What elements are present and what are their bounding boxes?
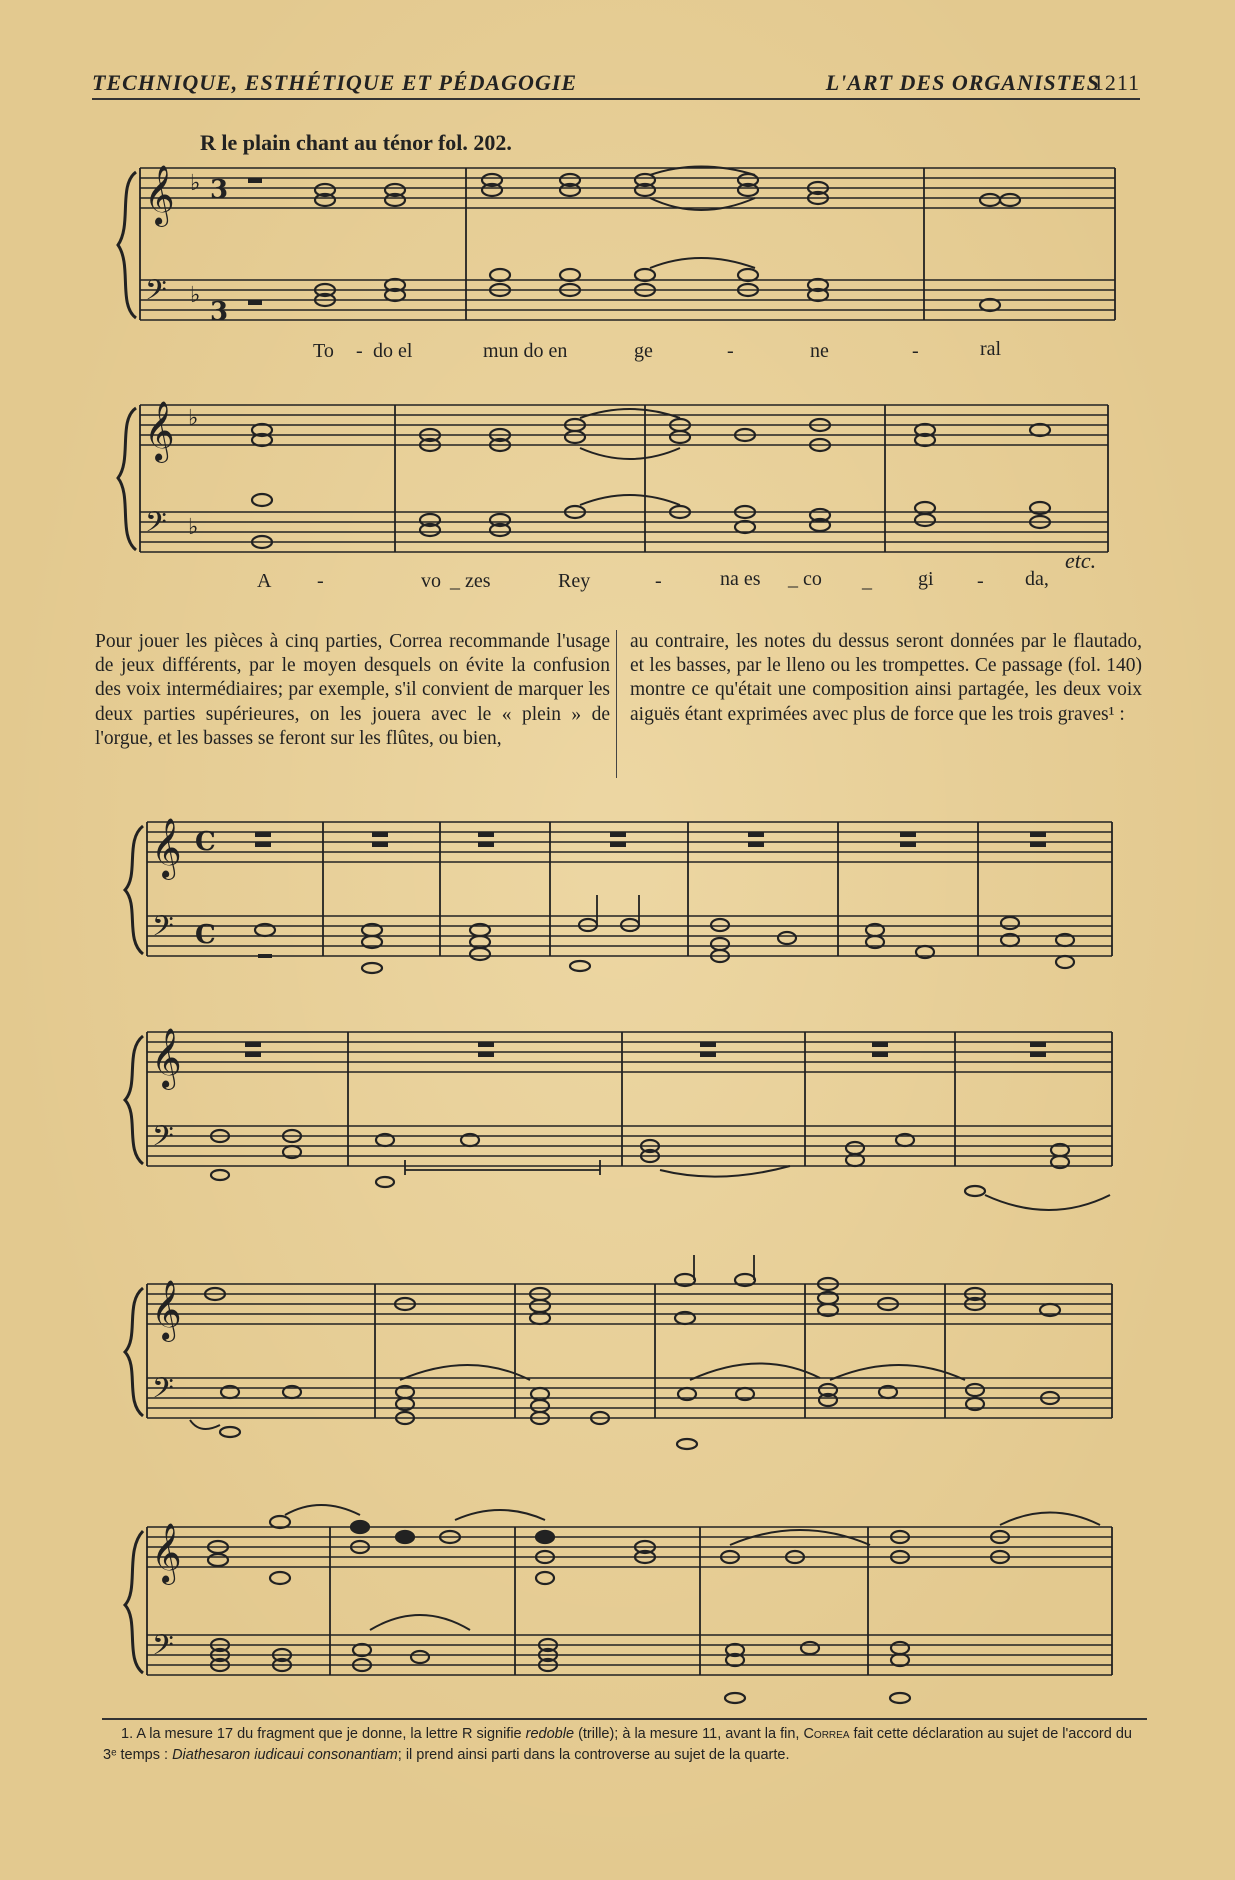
system-6	[125, 1505, 1112, 1703]
system-2	[118, 401, 1108, 552]
system-4	[125, 1028, 1112, 1210]
column-divider	[616, 630, 617, 778]
footnote-rule	[102, 1718, 1147, 1720]
footnote-latin: Diathesaron iudicaui consonantiam	[172, 1747, 398, 1763]
treble-clef-icon: 𝄞	[151, 1028, 182, 1088]
bass-clef-icon: 𝄢	[145, 506, 167, 546]
lyric-syllable: -	[912, 340, 919, 362]
notes	[211, 1130, 1110, 1210]
lyric-syllable: -	[727, 340, 734, 362]
bass-clef-icon: 𝄢	[152, 1629, 174, 1669]
treble-clef-icon: 𝄞	[144, 401, 175, 461]
bass-clef-icon: 𝄢	[152, 1120, 174, 1160]
treble-clef-icon: 𝄞	[151, 1523, 182, 1583]
bass-clef-icon: 𝄢	[152, 1372, 174, 1412]
lyric-syllable: -	[977, 570, 984, 592]
brace	[125, 1531, 143, 1673]
lyric-syllable: A	[257, 570, 272, 592]
footnote-term: redoble	[525, 1726, 575, 1742]
lyric-syllable: da,	[1025, 568, 1049, 590]
lyric-syllable: _ zes	[450, 570, 491, 592]
notes	[252, 409, 1050, 548]
footnote	[103, 1724, 1148, 1766]
rests	[255, 832, 1046, 847]
lyric-syllable: Rey	[558, 570, 591, 592]
lyric-syllable: mun do en	[483, 340, 568, 362]
brace	[125, 1288, 143, 1416]
lyric-syllable: vo	[421, 570, 441, 592]
running-head-right: L'ART DES ORGANISTES	[825, 70, 1100, 95]
footnote-author: Correa	[803, 1726, 850, 1742]
lyric-syllable: ge	[634, 340, 653, 362]
brace	[118, 172, 136, 318]
flat-icon: ♭	[190, 283, 201, 308]
time-signature: C	[195, 920, 216, 950]
time-signature: C	[195, 827, 216, 857]
lyric-syllable: na es	[720, 568, 761, 590]
footnote-text: A la mesure 17 du fragment que je donne, la lettre R signifie	[136, 1726, 522, 1742]
notes	[255, 895, 1074, 973]
bass-clef-icon: 𝄢	[145, 274, 167, 314]
flat-icon: ♭	[190, 171, 201, 196]
lyric-syllable: -	[317, 570, 324, 592]
footnote-text: ; il prend ainsi parti dans la controverse au sujet de la quarte.	[397, 1747, 790, 1763]
lyric-syllable: ral	[980, 338, 1002, 360]
lyric-syllable: _	[862, 570, 872, 592]
example-caption: R le plain chant au ténor fol. 202.	[200, 130, 512, 155]
rests	[245, 1042, 1046, 1057]
flat-icon: ♭	[188, 406, 199, 431]
body-text-left: Pour jouer les pièces à cinq parties, Correa recommande l'usage de jeux différents, par le moyen desquels on évite la confusion des voix intermédiaires; par exemple, s'il convient de marquer les deux parties supérieures, on les jouera avec le « plein » de l'orgue, et les basses se feront sur les flûtes, ou bien,	[95, 631, 610, 749]
system-3	[125, 818, 1112, 973]
brace	[125, 826, 143, 954]
time-signature: 3	[210, 297, 229, 327]
treble-clef-icon: 𝄞	[151, 1280, 182, 1340]
treble-clef-icon: 𝄞	[144, 165, 175, 225]
notes	[208, 1505, 1100, 1703]
lyric-syllable: ne	[810, 340, 829, 362]
flat-icon: ♭	[188, 515, 199, 540]
lyric-syllable: -	[356, 340, 363, 362]
lyric-syllable: -	[655, 570, 662, 592]
time-signature: 3	[210, 175, 229, 205]
lyric-syllable: To	[313, 340, 334, 362]
body-text-right: au contraire, les notes du dessus seront données par le flautado, et les basses, par le lleno ou les trompettes. Ce passage (fol. 140) montre ce qu'était une composition ainsi partagée, les deux voix aiguës étant exprimées avec plus de force que les trois graves¹ :	[630, 631, 1142, 725]
page-number: 1211	[1092, 70, 1140, 95]
footnote-marker: 1.	[121, 1726, 134, 1742]
system-1	[118, 165, 1115, 327]
lyric-syllable: _ co	[788, 568, 822, 590]
lyric-syllable: gi	[918, 568, 934, 590]
footnote-text: (trille); à la mesure 11, avant la fin,	[578, 1726, 800, 1742]
brace	[118, 408, 136, 550]
staff-lines	[140, 168, 1115, 320]
system-5	[125, 1255, 1112, 1449]
lyric-syllable: do el	[373, 340, 413, 362]
footnote-text: fait cette déclaration au sujet de l'accord du 3ᵉ temps :	[103, 1726, 1132, 1763]
treble-clef-icon: 𝄞	[151, 818, 182, 878]
brace	[125, 1036, 143, 1164]
bass-clef-icon: 𝄢	[152, 910, 174, 950]
running-head-left: TECHNIQUE, ESTHÉTIQUE ET PÉDAGOGIE	[92, 70, 578, 95]
etc-mark: etc.	[1065, 548, 1097, 573]
